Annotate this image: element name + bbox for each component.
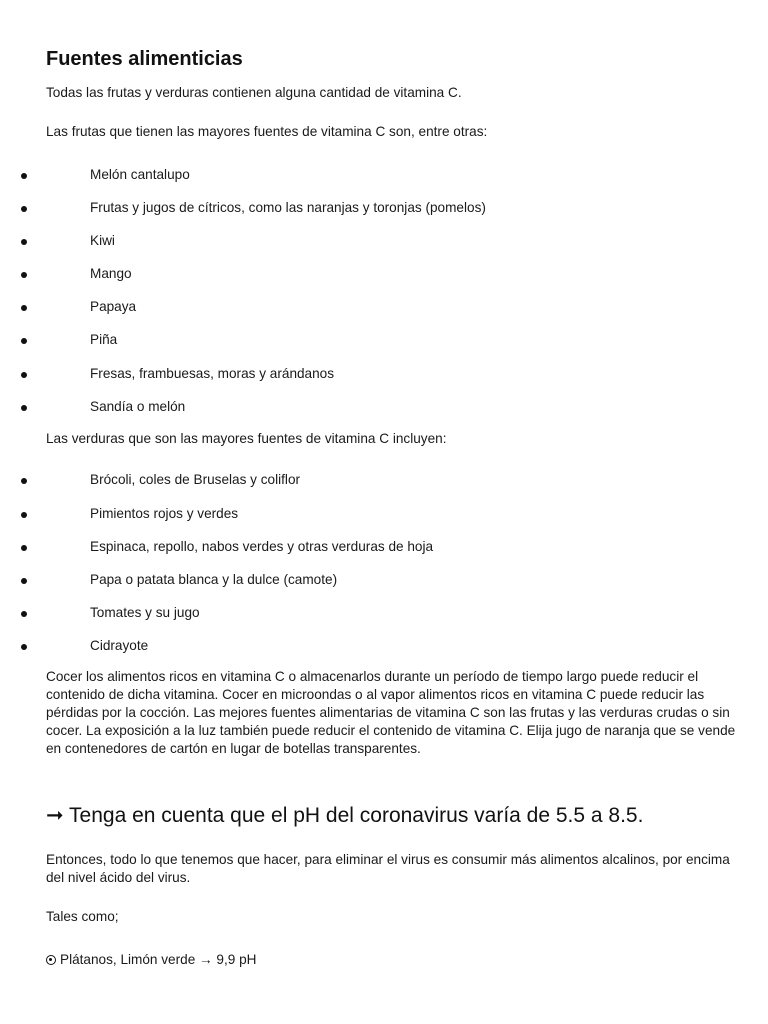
list-item-text: Kiwi [90,233,115,248]
list-item-text: Mango [90,266,132,281]
list-item-text: Fresas, frambuesas, moras y arándanos [90,366,335,381]
list-item-text: Pimientos rojos y verdes [90,506,239,521]
list-item [0,604,768,622]
list-item [0,232,768,250]
bullet-icon [21,338,27,344]
list-item-text: Tomates y su jugo [90,605,200,620]
list-item [0,166,768,184]
bullet-icon [21,372,27,378]
list-item-text: Frutas y jugos de cítricos, como las naranjas y toronjas (pomelos) [90,200,486,215]
bullet-icon [21,405,27,411]
alkaline-paragraph: Entonces, todo lo que tenemos que hacer, para eliminar el virus es consumir más alimentos alcalinos, por encima del nivel ácido del virus. [46,852,730,885]
list-item-text: Espinaca, repollo, nabos verdes y otras verduras de hoja [90,539,434,554]
bullet-icon [21,173,27,179]
bullet-icon [21,239,27,245]
list-item [0,637,768,655]
bullet-icon [21,578,27,584]
example-item-text: Plátanos, Limón verde → 9,9 pH [60,952,257,967]
bullet-icon [21,512,27,518]
list-item [0,538,768,556]
ph-callout: ➞ Tenga en cuenta que el pH del coronavirus varía de 5.5 a 8.5. [46,804,644,827]
list-item-text: Brócoli, coles de Bruselas y coliflor [90,472,301,487]
list-item [0,331,768,349]
list-item [0,298,768,316]
list-item [0,571,768,589]
bullet-icon [21,644,27,650]
bullet-icon [21,272,27,278]
list-item-text: Melón cantalupo [90,167,190,182]
list-item [0,199,768,217]
page-title: Fuentes alimenticias [46,48,243,70]
cooking-paragraph: Cocer los alimentos ricos en vitamina C o almacenarlos durante un período de tiempo largo puede reducir el contenido de dicha vitamina. Cocer en microondas o al vapor alimentos ricos en vitamina C puede reducir las pérdidas por la cocción. Las mejores fuentes alimentarias de vitamina C son las frutas y las verduras crudas o sin cocer. La exposición a la luz también puede reducir el contenido de vitamina C. Elija jugo de naranja que se vende en contenedores de cartón en lugar de botellas transparentes. [46,669,736,756]
radio-bullet-icon [46,955,56,965]
list-item-text: Piña [90,332,118,347]
bullet-icon [21,206,27,212]
fruits-intro-paragraph: Las frutas que tienen las mayores fuentes de vitamina C son, entre otras: [46,124,488,139]
vegetables-intro-paragraph: Las verduras que son las mayores fuentes de vitamina C incluyen: [46,431,447,446]
list-item-text: Sandía o melón [90,399,186,414]
list-item [0,265,768,283]
list-item [0,471,768,489]
list-item [0,365,768,383]
bullet-icon [21,611,27,617]
list-item [0,398,768,416]
bullet-icon [21,478,27,484]
list-item [0,505,768,523]
bullet-icon [21,305,27,311]
list-item-text: Papaya [90,299,137,314]
list-item-text: Cidrayote [90,638,149,653]
example-item [46,951,256,969]
list-item-text: Papa o patata blanca y la dulce (camote) [90,572,338,587]
examples-intro: Tales como; [46,909,119,924]
bullet-icon [21,545,27,551]
intro-paragraph: Todas las frutas y verduras contienen alguna cantidad de vitamina C. [46,85,462,100]
